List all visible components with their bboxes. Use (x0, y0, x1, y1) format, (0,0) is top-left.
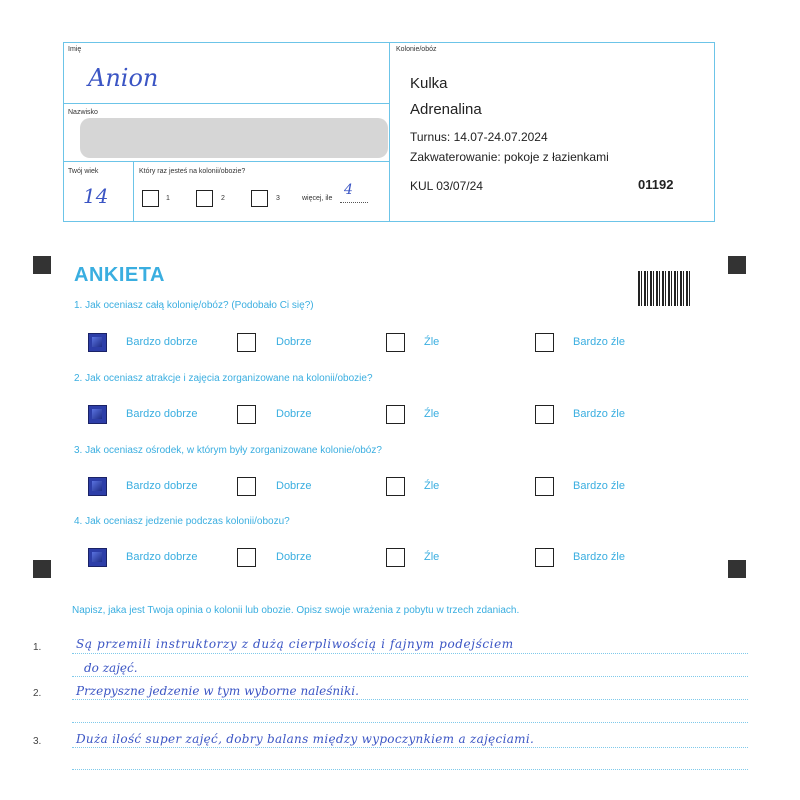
q1-option-zle-label: Źle (424, 336, 440, 348)
writing-line (72, 653, 748, 654)
registration-marker (33, 256, 51, 274)
q2-option-bardzo-zle-label: Bardzo źle (573, 408, 625, 420)
q2-option-dobrze-label: Dobrze (276, 408, 312, 420)
imie-label: Imię (68, 46, 82, 53)
q1-option-bardzo-dobrze-checkbox[interactable] (88, 333, 107, 352)
form-number: 01192 (638, 177, 674, 192)
wiek-value[interactable]: 14 (83, 184, 109, 208)
header-divider (63, 161, 389, 162)
question-3-text: 3. Jak oceniasz ośrodek, w którym były zorganizowane kolonie/obóz? (74, 445, 382, 456)
ktory-raz-label: Który raz jesteś na kolonii/obozie? (139, 168, 246, 175)
question-1-text: 1. Jak oceniasz całą kolonię/obóz? (Podobało Ci się?) (74, 300, 314, 311)
writing-line (72, 747, 748, 748)
q2-option-zle-label: Źle (424, 408, 440, 420)
q4-option-bardzo-zle-checkbox[interactable] (535, 548, 554, 567)
q1-option-bardzo-dobrze-label: Bardzo dobrze (126, 336, 198, 348)
visit-count-label-1: 1 (166, 195, 170, 202)
visit-count-checkbox-1[interactable] (142, 190, 159, 207)
registration-marker (728, 560, 746, 578)
q1-option-dobrze-label: Dobrze (276, 336, 312, 348)
opinion-prompt: Napisz, jaka jest Twoja opinia o kolonii lub obozie. Opisz swoje wrażenia z pobytu w trzech zdaniach. (72, 605, 520, 616)
q3-option-zle-label: Źle (424, 480, 440, 492)
q3-option-bardzo-dobrze-label: Bardzo dobrze (126, 480, 198, 492)
wiecej-dotline (340, 202, 368, 203)
registration-marker (728, 256, 746, 274)
question-2-text: 2. Jak oceniasz atrakcje i zajęcia zorganizowane na kolonii/obozie? (74, 373, 373, 384)
q4-option-zle-label: Źle (424, 551, 440, 563)
q3-option-bardzo-zle-label: Bardzo źle (573, 480, 625, 492)
q4-option-bardzo-dobrze-label: Bardzo dobrze (126, 551, 198, 563)
q3-option-bardzo-dobrze-checkbox[interactable] (88, 477, 107, 496)
opinion-answer-1-cont[interactable]: do zajęć. (84, 661, 138, 675)
zakwaterowanie-text: Zakwaterowanie: pokoje z łazienkami (410, 150, 609, 164)
q4-option-bardzo-dobrze-checkbox[interactable] (88, 548, 107, 567)
q3-option-dobrze-label: Dobrze (276, 480, 312, 492)
turnus-text: Turnus: 14.07-24.07.2024 (410, 130, 548, 144)
opinion-answer-1[interactable]: Są przemili instruktorzy z dużą cierpliwością i fajnym podejściem (76, 637, 514, 651)
q2-option-bardzo-dobrze-checkbox[interactable] (88, 405, 107, 424)
q4-option-bardzo-zle-label: Bardzo źle (573, 551, 625, 563)
q4-option-zle-checkbox[interactable] (386, 548, 405, 567)
q3-option-bardzo-zle-checkbox[interactable] (535, 477, 554, 496)
q1-option-bardzo-zle-checkbox[interactable] (535, 333, 554, 352)
visit-count-checkbox-3[interactable] (251, 190, 268, 207)
q3-option-dobrze-checkbox[interactable] (237, 477, 256, 496)
wiek-label: Twój wiek (68, 168, 99, 175)
writing-line (72, 676, 748, 677)
camp-subtitle: Adrenalina (410, 101, 482, 118)
writing-line (72, 769, 748, 770)
q2-option-bardzo-zle-checkbox[interactable] (535, 405, 554, 424)
wiecej-value[interactable]: 4 (344, 182, 353, 198)
question-4-text: 4. Jak oceniasz jedzenie podczas kolonii/obozu? (74, 516, 290, 527)
opinion-answer-2[interactable]: Przepyszne jedzenie w tym wyborne naleśniki. (76, 684, 359, 698)
nazwisko-redacted-field[interactable] (80, 118, 388, 158)
kolonie-label: Kolonie/obóz (396, 46, 437, 53)
header-divider (63, 103, 389, 104)
header-divider (389, 42, 390, 222)
opinion-answer-3[interactable]: Duża ilość super zajęć, dobry balans między wypoczynkiem a zajęciami. (76, 732, 535, 746)
visit-count-label-2: 2 (221, 195, 225, 202)
opinion-line-number-2: 2. (33, 688, 42, 699)
camp-code: KUL 03/07/24 (410, 179, 483, 193)
header-divider (133, 161, 134, 222)
nazwisko-label: Nazwisko (68, 109, 98, 116)
q3-option-zle-checkbox[interactable] (386, 477, 405, 496)
opinion-line-number-3: 3. (33, 736, 42, 747)
imie-value[interactable]: Anion (88, 64, 159, 92)
writing-line (72, 722, 748, 723)
barcode-image (638, 271, 691, 306)
registration-marker (33, 560, 51, 578)
visit-count-checkbox-2[interactable] (196, 190, 213, 207)
q1-option-zle-checkbox[interactable] (386, 333, 405, 352)
camp-name: Kulka (410, 75, 448, 92)
opinion-line-number-1: 1. (33, 642, 42, 653)
writing-line (72, 699, 748, 700)
q4-option-dobrze-checkbox[interactable] (237, 548, 256, 567)
survey-title: ANKIETA (74, 264, 165, 286)
q1-option-dobrze-checkbox[interactable] (237, 333, 256, 352)
q2-option-zle-checkbox[interactable] (386, 405, 405, 424)
wiecej-label: więcej, ile (302, 195, 333, 202)
q2-option-bardzo-dobrze-label: Bardzo dobrze (126, 408, 198, 420)
q1-option-bardzo-zle-label: Bardzo źle (573, 336, 625, 348)
q2-option-dobrze-checkbox[interactable] (237, 405, 256, 424)
visit-count-label-3: 3 (276, 195, 280, 202)
q4-option-dobrze-label: Dobrze (276, 551, 312, 563)
